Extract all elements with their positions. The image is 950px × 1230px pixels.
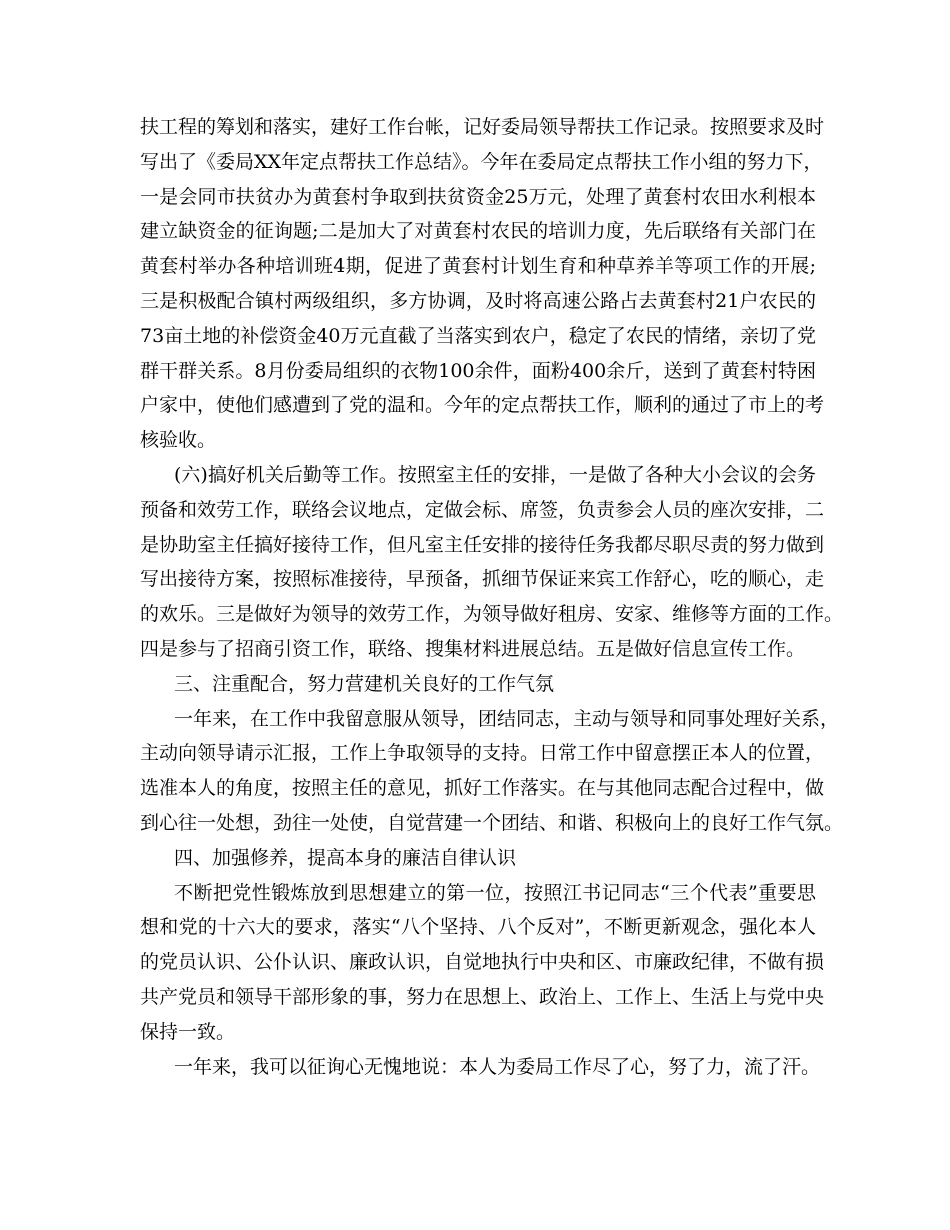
text-line: 想和党的十六大的要求，落实“八个坚持、八个反对”，不断更新观念，强化本人: [140, 916, 816, 939]
paragraph: [140, 458, 844, 667]
text-line: 黄套村举办各种培训班4期，促进了黄套村计划生育和种草养羊等项工作的开展;: [140, 255, 816, 278]
section-heading: [140, 841, 816, 876]
paragraph: [140, 1050, 821, 1085]
document-page: [140, 110, 844, 1084]
text-line: 是协助室主任搞好接待工作，但凡室主任安排的接待任务我都尽职尽责的努力做到: [140, 533, 825, 556]
text-line: 核验收。: [140, 429, 217, 452]
text-line: 建立缺资金的征询题;二是加大了对黄套村农民的培训力度，先后联络有关部门在: [140, 220, 816, 243]
text-line: 一年来，我可以征询心无愧地说：本人为委局工作尽了心，努了力，流了汗。: [174, 1055, 821, 1078]
text-line: 不断把党性锻炼放到思想建立的第一位，按照江书记同志“三个代表”重要思: [174, 881, 816, 904]
text-line: 到心往一处想，劲往一处使，自觉营建一个团结、和谐、积极向上的良好工作气氛。: [140, 811, 844, 834]
text-line: 保持一致。: [140, 1020, 236, 1043]
heading-text: 三、注重配合，努力营建机关良好的工作气氛: [174, 672, 555, 695]
text-line: 扶工程的筹划和落实，建好工作台帐，记好委局领导帮扶工作记录。按照要求及时: [140, 116, 825, 138]
text-line: 主动向领导请示汇报，工作上争取领导的支持。日常工作中留意摆正本人的位置，: [140, 742, 825, 765]
section-heading: [140, 667, 816, 702]
text-line: 的党员认识、公仆认识、廉政认识，自觉地执行中央和区、市廉政纪律，不做有损: [140, 951, 825, 974]
text-line: 预备和效劳工作，联络会议地点，定做会标、席签，负责参会人员的座次安排，二: [140, 498, 825, 521]
text-line: 写出了《委局XX年定点帮扶工作总结》。今年在委局定点帮扶工作小组的努力下，: [140, 150, 823, 173]
text-line: 一是会同市扶贫办为黄套村争取到扶贫资金25万元，处理了黄套村农田水利根本: [140, 185, 816, 208]
text-line: 三是积极配合镇村两级组织，多方协调，及时将高速公路占去黄套村21户农民的: [140, 289, 816, 312]
text-line: 的欢乐。三是做好为领导的效劳工作，为领导做好租房、安家、维修等方面的工作。: [140, 603, 844, 626]
paragraph: [140, 110, 825, 458]
text-line: 写出接待方案，按照标准接待，早预备，抓细节保证来宾工作舒心，吃的顺心，走: [140, 568, 825, 591]
text-line: (六)搞好机关后勤等工作。按照室主任的安排，一是做了各种大小会议的会务: [174, 463, 816, 486]
text-line: 一年来，在工作中我留意服从领导，团结同志，主动与领导和同事处理好关系，: [174, 707, 840, 730]
text-line: 共产党员和领导干部形象的事，努力在思想上、政治上、工作上、生活上与党中央: [140, 985, 825, 1008]
paragraph: [140, 876, 825, 1050]
text-line: 群干群关系。8月份委局组织的衣物100余件，面粉400余斤，送到了黄套村特困: [140, 359, 816, 382]
heading-text: 四、加强修养，提高本身的廉洁自律认识: [174, 846, 517, 869]
text-line: 73亩土地的补偿资金40万元直截了当落实到农户，稳定了农民的情绪，亲切了党: [140, 324, 816, 347]
text-line: 选准本人的角度，按照主任的意见，抓好工作落实。在与其他同志配合过程中，做: [140, 777, 825, 800]
paragraph: [140, 702, 844, 841]
text-line: 户家中，使他们感遭到了党的温和。今年的定点帮扶工作，顺利的通过了市上的考: [140, 394, 825, 417]
text-line: 四是参与了招商引资工作，联络、搜集材料进展总结。五是做好信息宣传工作。: [140, 637, 806, 660]
